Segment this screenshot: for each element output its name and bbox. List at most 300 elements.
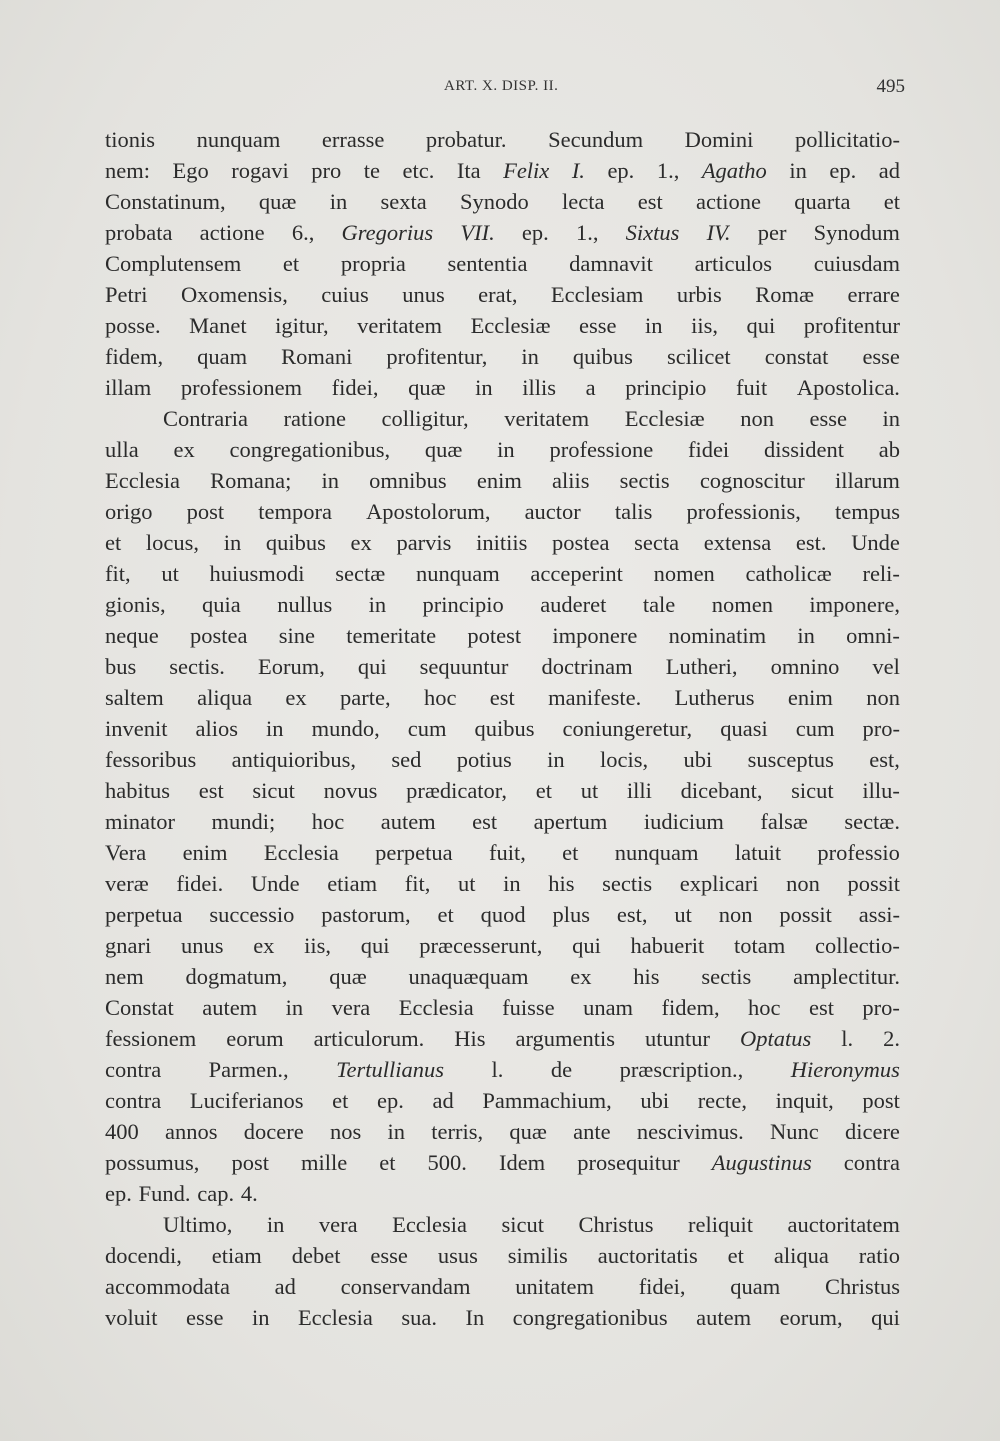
word: in (321, 468, 340, 493)
text-line (105, 155, 900, 186)
body-text (105, 124, 900, 1333)
word: fuisse (502, 995, 555, 1020)
word: fuit, (488, 840, 526, 865)
word: sequuntur (419, 654, 509, 679)
word: prædicator, (406, 778, 508, 803)
word: Vera (105, 840, 147, 865)
word: Petri (105, 282, 148, 307)
word: Secundum (548, 127, 644, 152)
word: sicut (252, 778, 295, 803)
word: est, (869, 747, 900, 772)
word: sectis (701, 964, 752, 989)
text-line (105, 930, 900, 961)
word: manifeste. (548, 685, 642, 710)
word: ep. (521, 220, 549, 245)
word: annos (165, 1119, 218, 1144)
word: in (547, 747, 565, 772)
word: reli- (862, 561, 900, 586)
word: pro- (862, 995, 900, 1020)
word: initiis (476, 530, 528, 555)
word: tempus (834, 499, 900, 524)
word: contra (105, 1088, 162, 1113)
word: nominatim (668, 623, 767, 648)
word: enim (476, 468, 522, 493)
page-header (105, 76, 905, 100)
word: his (633, 964, 660, 989)
word: fuit (736, 375, 768, 400)
word: nos (329, 1119, 362, 1144)
word: totam (733, 933, 786, 958)
word: Ultimo, (163, 1212, 233, 1237)
word: 500. (427, 1150, 467, 1175)
word: huiusmodi (209, 561, 305, 586)
word: antiquioribus, (231, 747, 356, 772)
word: aliqua (197, 685, 253, 710)
word: iudicium (643, 809, 724, 834)
word: 4. (240, 1181, 258, 1206)
word: nem (105, 964, 144, 989)
text-line (105, 1147, 900, 1178)
word: illi (626, 778, 652, 803)
word: eorum, (779, 1305, 843, 1330)
italic-word: Hieronymus (790, 1057, 900, 1082)
word: posse. (105, 313, 161, 338)
word: pollicitatio- (794, 127, 900, 152)
word: hoc (423, 685, 457, 710)
word: illarum (834, 468, 900, 493)
word: Idem (498, 1150, 546, 1175)
italic-word: Felix (503, 158, 550, 183)
word: alios (195, 716, 239, 741)
word: Luciferianos (189, 1088, 304, 1113)
word: ep. (105, 1181, 132, 1206)
word: in (285, 995, 304, 1020)
word: auctoritatis (597, 1243, 698, 1268)
word: Contraria (163, 406, 248, 431)
word: probata (105, 220, 173, 245)
word: 1., (575, 220, 599, 245)
word: Romæ (755, 282, 815, 307)
text-line (105, 465, 900, 496)
word: qui (746, 313, 776, 338)
word: sed (391, 747, 422, 772)
word: profitentur, (386, 344, 488, 369)
word: unam (583, 995, 634, 1020)
word: habuerit (630, 933, 705, 958)
word: est (198, 778, 224, 803)
word: tale (642, 592, 676, 617)
word: Christus (578, 1212, 654, 1237)
word: auctor (524, 499, 581, 524)
word: omni- (846, 623, 900, 648)
word: non (718, 902, 753, 927)
word: unus (402, 282, 445, 307)
word: illu- (862, 778, 900, 803)
word: Synodum (813, 220, 900, 245)
word: veritatem (357, 313, 443, 338)
word: in (387, 1119, 405, 1144)
text-line (105, 1209, 900, 1240)
word: cum (407, 716, 447, 741)
word: Ecclesiæ (470, 313, 551, 338)
word: 1., (656, 158, 680, 183)
word: ad (878, 158, 900, 183)
word: fit, (105, 561, 131, 586)
italic-word: Agatho (701, 158, 767, 183)
word: in (497, 437, 515, 462)
word: enim (182, 840, 228, 865)
text-line (105, 279, 900, 310)
word: omnino (770, 654, 840, 679)
word: articulos (694, 251, 773, 276)
word: 400 (105, 1119, 139, 1144)
word: tionis (105, 127, 156, 152)
word: latuit (734, 840, 782, 865)
word: dissident (763, 437, 844, 462)
word: Parmen., (208, 1057, 289, 1082)
word: ex (350, 530, 372, 555)
word: Christus (824, 1274, 900, 1299)
word: scilicet (666, 344, 731, 369)
word: perpetua (105, 902, 183, 927)
word: mundi; (211, 809, 276, 834)
word: ut (674, 902, 692, 927)
word: Lutherus (674, 685, 755, 710)
word: etiam (211, 1243, 262, 1268)
word: post (186, 499, 225, 524)
text-line (105, 713, 900, 744)
word: Ecclesiæ (624, 406, 705, 431)
word: invenit (105, 716, 168, 741)
word: talis (614, 499, 653, 524)
word: in (266, 716, 284, 741)
text-line (105, 682, 900, 713)
word: ad (432, 1088, 454, 1113)
text-line (105, 1302, 900, 1333)
word: susceptus (747, 747, 834, 772)
word: omnibus (369, 468, 447, 493)
word: doctrinam (541, 654, 633, 679)
word: pro- (862, 716, 900, 741)
word: unitatem (515, 1274, 594, 1299)
word: acceperint (530, 561, 623, 586)
word: cap. (197, 1181, 235, 1206)
word: quibus (265, 530, 326, 555)
word: vel (872, 654, 900, 679)
word: nunquam (614, 840, 699, 865)
word: ut (161, 561, 179, 586)
word: sua. (401, 1305, 437, 1330)
word: principio (625, 375, 707, 400)
word: præcesserunt, (419, 933, 543, 958)
word: quæ (424, 437, 463, 462)
word: imponere (552, 623, 638, 648)
word: parte, (340, 685, 391, 710)
italic-word: I. (571, 158, 585, 183)
word: in (329, 189, 348, 214)
word: fidei, (638, 1274, 686, 1299)
running-head: ART. X. DISP. II. (444, 78, 559, 94)
word: ep. (829, 158, 857, 183)
word: hoc (748, 995, 781, 1020)
word: in (368, 592, 387, 617)
word: post (231, 1150, 269, 1175)
word: in (882, 406, 900, 431)
word: lecta (562, 189, 605, 214)
word: non (866, 685, 900, 710)
word: Manet (189, 313, 247, 338)
word: in (797, 623, 815, 648)
word: sicut (501, 1212, 545, 1237)
text-line (105, 403, 900, 434)
word: constat (764, 344, 829, 369)
word: possumus, (105, 1150, 200, 1175)
word: Apostolorum, (366, 499, 491, 524)
word: sexta (380, 189, 427, 214)
italic-word: IV. (706, 220, 731, 245)
word: propria (340, 251, 406, 276)
text-line (105, 775, 900, 806)
word: potius (456, 747, 512, 772)
word: ubi (683, 747, 713, 772)
word: nullus (277, 592, 333, 617)
word: urbis (676, 282, 722, 307)
word: in (521, 344, 539, 369)
word: postea (552, 530, 610, 555)
word: explicari (679, 871, 759, 896)
word: de (550, 1057, 573, 1082)
text-line (105, 496, 900, 527)
word: Synodo (459, 189, 529, 214)
text-line (105, 558, 900, 589)
word: actione (696, 189, 761, 214)
word: professionis, (686, 499, 801, 524)
word: professio (817, 840, 900, 865)
word: mundo, (311, 716, 380, 741)
word: quæ (509, 1119, 547, 1144)
word: Ecclesia (105, 468, 180, 493)
word: qui (572, 933, 601, 958)
word: dicebant, (680, 778, 763, 803)
word: ante (573, 1119, 611, 1144)
word: est, (616, 902, 648, 927)
word: ad (274, 1274, 296, 1299)
word: et (727, 1243, 744, 1268)
word: esse (579, 313, 617, 338)
text-line (105, 589, 900, 620)
text-line (105, 248, 900, 279)
text-line (105, 1116, 900, 1147)
word: ep. (377, 1088, 404, 1113)
word: auctoritatem (787, 1212, 900, 1237)
text-line (105, 806, 900, 837)
word: terris, (431, 1119, 484, 1144)
word: secta (634, 530, 680, 555)
word: temeritate (346, 623, 437, 648)
word: extensa (703, 530, 772, 555)
word: possit (779, 902, 832, 927)
word: eorum (226, 1026, 284, 1051)
word: in (266, 1212, 285, 1237)
word: Pammachium, (482, 1088, 612, 1113)
word: ex (570, 964, 592, 989)
word: in (503, 871, 521, 896)
word: post (862, 1088, 900, 1113)
text-line (105, 1023, 900, 1054)
italic-word: Augustinus (711, 1150, 812, 1175)
italic-word: Gregorius (341, 220, 434, 245)
word: non (740, 406, 774, 431)
word: sectis (619, 468, 670, 493)
word: sine (278, 623, 315, 648)
word: His (454, 1026, 486, 1051)
text-line (105, 899, 900, 930)
text-line (105, 1178, 900, 1209)
word: esse (370, 1243, 408, 1268)
word: docere (243, 1119, 304, 1144)
word: Ecclesia (392, 1212, 468, 1237)
word: sectis. (169, 654, 225, 679)
word: nunquam (196, 127, 281, 152)
word: esse (809, 406, 847, 431)
italic-word: Tertullianus (336, 1057, 445, 1082)
text-line (105, 868, 900, 899)
word: parvis (396, 530, 452, 555)
word: in (645, 313, 663, 338)
word: Lutheri, (665, 654, 738, 679)
word: ab (878, 437, 900, 462)
word: qui (360, 933, 390, 958)
text-line (105, 1054, 900, 1085)
word: autem (202, 995, 258, 1020)
word: gnari (105, 933, 152, 958)
word: catholicæ (745, 561, 832, 586)
word: et (282, 251, 300, 276)
word: et (883, 189, 900, 214)
word: cuiusdam (813, 251, 900, 276)
word: imponere, (809, 592, 900, 617)
word: et (437, 902, 454, 927)
word: veritatem (504, 406, 590, 431)
word: professionem (180, 375, 303, 400)
word: sectæ (335, 561, 386, 586)
word: debet (291, 1243, 341, 1268)
word: Fund. (138, 1181, 191, 1206)
word: damnavit (569, 251, 653, 276)
word: utuntur (645, 1026, 710, 1051)
word: a (585, 375, 596, 400)
word: fidei, (331, 375, 379, 400)
word: quibus (572, 344, 633, 369)
word: Ita (456, 158, 481, 183)
word: l. (491, 1057, 504, 1082)
text-line (105, 527, 900, 558)
word: illam (105, 375, 152, 400)
word: Ecclesiam (550, 282, 644, 307)
word: sectæ. (844, 809, 900, 834)
word: docendi, (105, 1243, 182, 1268)
word: origo (105, 499, 153, 524)
word: illis (522, 375, 557, 400)
word: perpetua (375, 840, 453, 865)
word: l. (841, 1026, 854, 1051)
word: est. (795, 530, 827, 555)
word: Unde (250, 871, 300, 896)
word: contra (843, 1150, 900, 1175)
italic-word: VII. (460, 220, 495, 245)
word: sectis (602, 871, 653, 896)
word: colligitur, (381, 406, 469, 431)
word: fessionem (105, 1026, 197, 1051)
word: et (332, 1088, 349, 1113)
word: et (562, 840, 579, 865)
word: neque (105, 623, 159, 648)
word: locis, (600, 747, 649, 772)
word: ratione (283, 406, 346, 431)
text-line (105, 620, 900, 651)
word: tempora (258, 499, 332, 524)
word: pastorum, (321, 902, 411, 927)
page-number: 495 (876, 76, 905, 97)
word: plus (552, 902, 590, 927)
word: vera (331, 995, 371, 1020)
word: ratio (858, 1243, 900, 1268)
word: 2. (883, 1026, 900, 1051)
word: est (472, 809, 498, 834)
word: nunquam (415, 561, 500, 586)
text-line (105, 372, 900, 403)
word: novus (323, 778, 378, 803)
word: probatur. (425, 127, 507, 152)
text-line (105, 124, 900, 155)
text-line (105, 961, 900, 992)
word: aliis (552, 468, 590, 493)
word: Unde (851, 530, 900, 555)
word: In (465, 1305, 485, 1330)
word: non (786, 871, 820, 896)
word: in (475, 375, 493, 400)
text-line (105, 341, 900, 372)
word: Constatinum, (105, 189, 226, 214)
text-line (105, 651, 900, 682)
word: veræ (105, 871, 149, 896)
word: cuius (321, 282, 369, 307)
word: aliqua (773, 1243, 829, 1268)
word: dogmatum, (185, 964, 288, 989)
word: ubi (640, 1088, 670, 1113)
word: igitur, (275, 313, 329, 338)
word: prosequitur (577, 1150, 680, 1175)
word: quod (480, 902, 526, 927)
text-line (105, 992, 900, 1023)
word: errasse (321, 127, 385, 152)
word: fit, (404, 871, 431, 896)
word: quibus (474, 716, 535, 741)
word: per (757, 220, 787, 245)
word: coniungeretur, (562, 716, 693, 741)
word: et (379, 1150, 396, 1175)
word: nomen (653, 561, 715, 586)
word: fessoribus (105, 747, 197, 772)
word: bus (105, 654, 137, 679)
word: saltem (105, 685, 164, 710)
word: qui (871, 1305, 900, 1330)
word: professione (549, 437, 654, 462)
word: potest (467, 623, 522, 648)
word: in (251, 1305, 270, 1330)
word: fidei (687, 437, 730, 462)
word: possit (847, 871, 900, 896)
